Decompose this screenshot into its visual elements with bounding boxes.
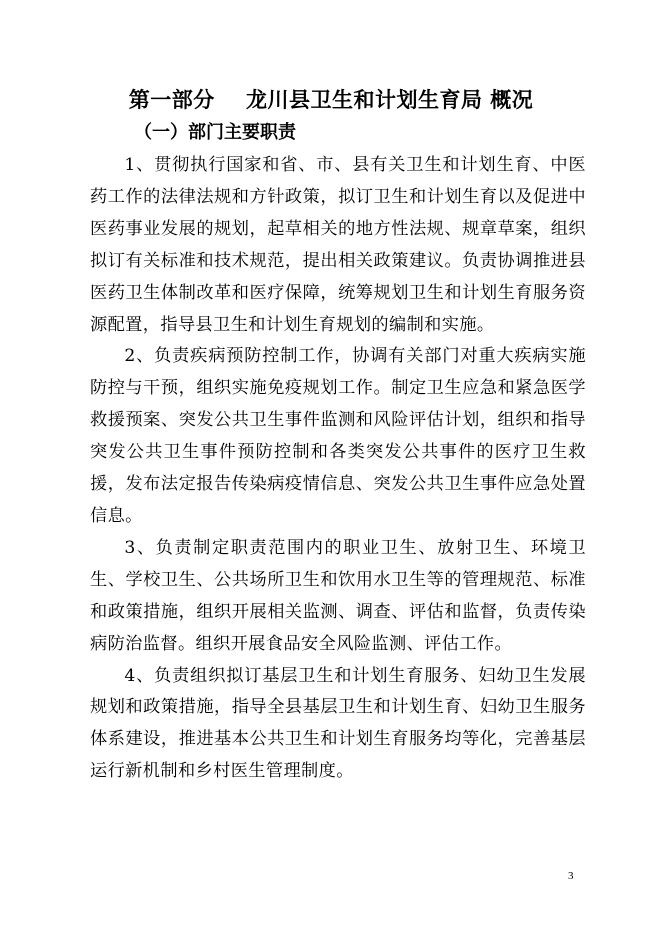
paragraph: 1、贯彻执行国家和省、市、县有关卫生和计划生育、中医药工作的法律法规和方针政策，拟订卫生和计划生育以及促进中医药事业发展的规划，起草相关的地方性法规、规章草案，组织拟订有关标准和技术规范，提出相关政策建议。负责协调推进县医药卫生体制改革和医疗保障，统筹规划卫生和计划生育服务资源配置，指导县卫生和计划生育规划的编制和实施。: [90, 155, 586, 335]
section-heading: （一）部门主要职责: [134, 122, 296, 143]
body-text: [90, 150, 586, 788]
paragraph: 4、负责组织拟订基层卫生和计划生育服务、妇幼卫生发展规划和政策措施，指导全县基层卫生和计划生育、妇幼卫生服务体系建设，推进基本公共卫生和计划生育服务均等化，完善基层运行新机制和乡村医生管理制度。: [90, 665, 586, 782]
page-title: 第一部分 龙川县卫生和计划生育局 概况: [128, 88, 534, 112]
paragraph: 2、负责疾病预防控制工作，协调有关部门对重大疾病实施防控与干预，组织实施免疫规划工作。制定卫生应急和紧急医学救援预案、突发公共卫生事件监测和风险评估计划，组织和指导突发公共卫生事件预防控制和各类突发公共事件的医疗卫生救援，发布法定报告传染病疫情信息、突发公共卫生事件应急处置信息。: [90, 346, 586, 526]
paragraph: 3、负责制定职责范围内的职业卫生、放射卫生、环境卫生、学校卫生、公共场所卫生和饮用水卫生等的管理规范、标准和政策措施，组织开展相关监测、调查、评估和监督，负责传染病防治监督。组织开展食品安全风险监测、评估工作。: [90, 537, 586, 654]
page-number: 3: [568, 870, 574, 882]
